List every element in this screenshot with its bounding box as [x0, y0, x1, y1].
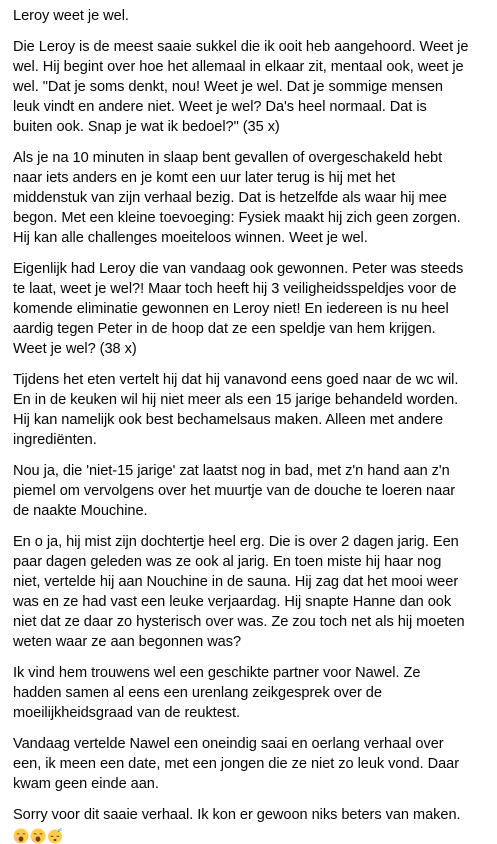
yawning-face-icon	[13, 828, 29, 844]
post-paragraph: Die Leroy is de meest saaie sukkel die ik ooit heb aangehoord. Weet je wel. Hij begint over hoe het allemaal in elkaar zit, mentaal ook, weet je wel. "Dat je soms denkt, nou! Weet je wel. Dat je sommige mensen leuk vindt en andere niet. Weet je wel? Da's heel normaal. Dat is buiten ook. Snap je wat ik bedoel?" (35 x)	[13, 39, 469, 135]
post-paragraph: Als je na 10 minuten in slaap bent gevallen of overgeschakeld hebt naar iets anders en je komt een uur later terug is hij met het middenstuk van zijn verhaal bezig. Dat is hetzelfde als waar hij mee begon. Met een kleine toevoeging: Fysiek maakt hij zich geen zorgen. Hij kan alle challenges moeiteloos winnen. Weet je wel.	[13, 150, 461, 246]
post-paragraph: Leroy weet je wel.	[13, 8, 129, 24]
post-paragraph: Eigenlijk had Leroy die van vandaag ook gewonnen. Peter was steeds te laat, weet je wel?! Maar toch heeft hij 3 veiligheidsspeldjes voor de komende eliminatie gewonnen en Leroy niet! En iedereen is nu heel aardig tegen Peter in de hoop dat ze een speldje van hem krijgen. Weet je wel? (38 x)	[13, 261, 464, 357]
emoji-row	[13, 828, 485, 844]
post-paragraph: Sorry voor dit saaie verhaal. Ik kon er gewoon niks beters van maken.	[13, 807, 461, 823]
post-paragraph: Tijdens het eten vertelt hij dat hij vanavond eens goed naar de wc wil. En in de keuken wil hij niet meer als een 15 jarige behandeld worden. Hij kan namelijk ook best bechamelsaus maken. Alleen met andere ingrediënten.	[13, 372, 459, 448]
post-paragraph: Ik vind hem trouwens wel een geschikte partner voor Nawel. Ze hadden samen al eens een urenlang zeikgesprek over de moeilijkheidsgraad van de reuktest.	[13, 665, 421, 721]
sleeping-face-icon	[47, 828, 63, 844]
post-paragraph: En o ja, hij mist zijn dochtertje heel erg. Die is over 2 dagen jarig. Een paar dagen geleden was ze ook al jarig. En toen miste hij haar nog niet, vertelde hij aan Nouchine in de sauna. Hij zag dat het mooi weer was en ze had vast een leuke verjaardag. Hij snapte Hanne dan ook niet dat ze daar zo hysterisch over was. Ze zou toch net als hij moeten weten waar ze aan begonnen was?	[13, 534, 465, 650]
svg-text:z: z	[57, 829, 61, 835]
post-paragraph: Vandaag vertelde Nawel een oneindig saai en oerlang verhaal over een, ik meen een date, met een jongen die ze niet zo leuk vond. Daar kwam geen einde aan.	[13, 736, 460, 792]
post-paragraph: Nou ja, die 'niet-15 jarige' zat laatst nog in bad, met z'n hand aan z'n piemel om vervolgens over het muurtje van de douche te loeren naar de naakte Mouchine.	[13, 463, 456, 519]
yawning-face-icon	[30, 828, 46, 844]
svg-text:z: z	[59, 828, 62, 832]
